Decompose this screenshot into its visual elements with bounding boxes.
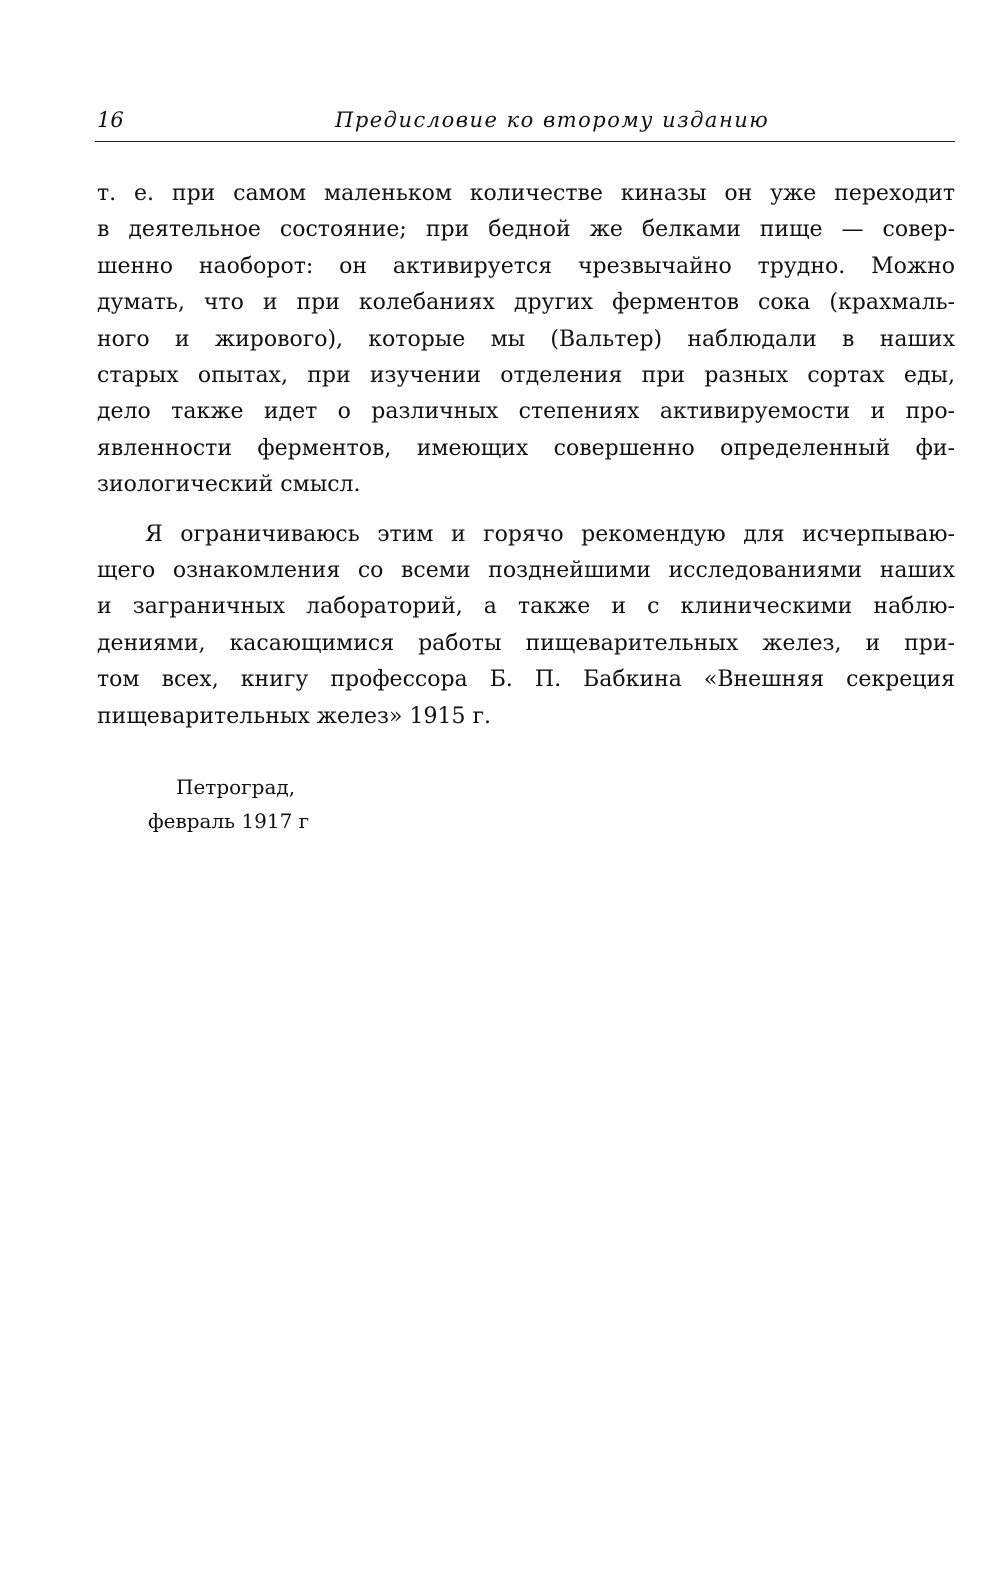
text-line: старых опытах, при изучении отделения при разных сортах еды, — [97, 363, 955, 389]
signoff-date: февраль 1917 г — [148, 809, 310, 833]
text-line: щего ознакомления со всеми позднейшими исследованиями наших — [97, 558, 955, 584]
text-line: т. е. при самом маленьком количестве киназы он уже переходит — [97, 181, 955, 206]
page-number: 16 — [97, 108, 124, 132]
text-line: думать, что и при колебаниях других ферментов сока (крахмаль- — [97, 290, 955, 316]
running-title: Предисловие ко второму изданию — [335, 108, 770, 132]
text-line: том всех, книгу профессора Б. П. Бабкина «Внешняя секреция — [97, 667, 955, 693]
body-text — [97, 176, 955, 735]
text-line: дело также идет о различных степениях активируемости и про- — [97, 399, 955, 425]
text-line: в деятельное состояние; при бедной же белками пище — совер- — [97, 217, 955, 243]
text-line: зиологический смысл. — [97, 472, 361, 498]
text-line: пищеварительных желез» 1915 г. — [97, 703, 491, 729]
paragraph-2 — [97, 517, 955, 735]
text-line: дениями, касающимися работы пищеварительных желез, и при- — [97, 630, 955, 656]
text-line: явленности ферментов, имеющих совершенно определенный фи- — [97, 435, 955, 461]
text-line: шенно наоборот: он активируется чрезвычайно трудно. Можно — [97, 253, 955, 279]
header-rule — [95, 141, 955, 142]
text-line: ного и жирового), которые мы (Вальтер) наблюдали в наших — [97, 326, 955, 352]
signoff — [148, 770, 309, 838]
text-line: и заграничных лабораторий, а также и с клиническими наблю- — [97, 594, 955, 620]
running-header — [95, 108, 955, 138]
text-line: Я ограничиваюсь этим и горячо рекомендую для исчерпываю- — [145, 521, 955, 547]
paragraph-1 — [97, 176, 955, 504]
signoff-place: Петроград, — [176, 775, 296, 799]
